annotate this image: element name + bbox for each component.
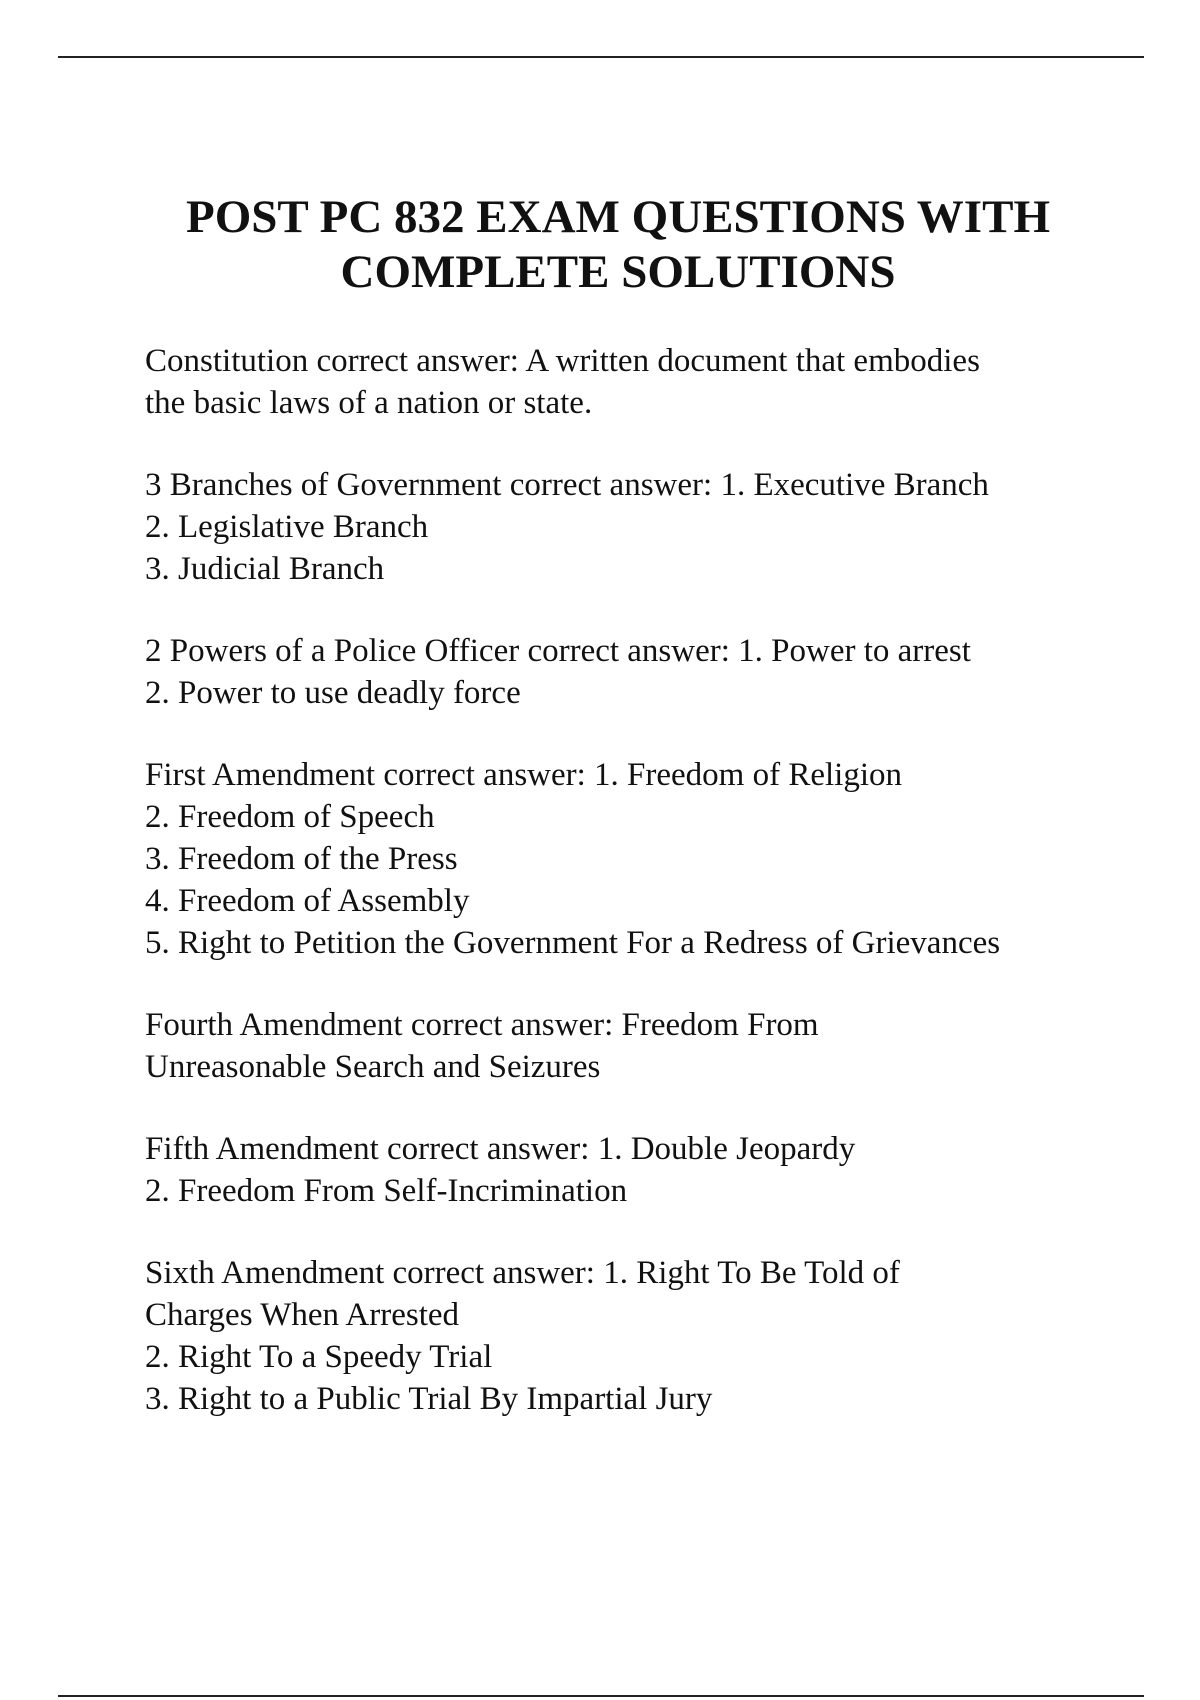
qa-line: 3. Right to a Public Trial By Impartial Jury (145, 1381, 713, 1417)
title-line-1: POST PC 832 EXAM QUESTIONS WITH (185, 191, 1050, 243)
qa-line: First Amendment correct answer: 1. Freedom of Religion (145, 757, 903, 793)
qa-line: the basic laws of a nation or state. (145, 385, 593, 421)
qa-entry-police-powers (145, 630, 1145, 714)
document-title (0, 190, 1200, 300)
qa-entry-branches (145, 464, 1145, 590)
qa-entry-fourth-amendment (145, 1004, 1145, 1088)
footer-rule (58, 1695, 1144, 1697)
qa-line: Sixth Amendment correct answer: 1. Right To Be Told of (145, 1255, 900, 1291)
qa-line: 2. Freedom From Self-Incrimination (145, 1173, 628, 1209)
qa-line: 2. Power to use deadly force (145, 675, 521, 711)
qa-line: Constitution correct answer: A written document that embodies (145, 343, 980, 379)
title-line-2: COMPLETE SOLUTIONS (340, 246, 896, 298)
qa-line: 3. Freedom of the Press (145, 841, 458, 877)
qa-list (145, 340, 1145, 1460)
qa-line: 4. Freedom of Assembly (145, 883, 470, 919)
qa-entry-constitution (145, 340, 1145, 424)
qa-line: 2. Legislative Branch (145, 509, 429, 545)
qa-entry-sixth-amendment (145, 1252, 1145, 1420)
qa-entry-first-amendment (145, 754, 1145, 964)
qa-line: 3 Branches of Government correct answer: 1. Executive Branch (145, 467, 989, 503)
qa-line: Fifth Amendment correct answer: 1. Double Jeopardy (145, 1131, 856, 1167)
qa-entry-fifth-amendment (145, 1128, 1145, 1212)
qa-line: 2. Freedom of Speech (145, 799, 435, 835)
qa-line: 5. Right to Petition the Government For a Redress of Grievances (145, 925, 1001, 961)
qa-line: Charges When Arrested (145, 1297, 460, 1333)
qa-line: 2. Right To a Speedy Trial (145, 1339, 493, 1375)
qa-line: 2 Powers of a Police Officer correct answer: 1. Power to arrest (145, 633, 971, 669)
qa-line: 3. Judicial Branch (145, 551, 385, 587)
header-rule (58, 56, 1144, 58)
qa-line: Fourth Amendment correct answer: Freedom From (145, 1007, 819, 1043)
qa-line: Unreasonable Search and Seizures (145, 1049, 601, 1085)
